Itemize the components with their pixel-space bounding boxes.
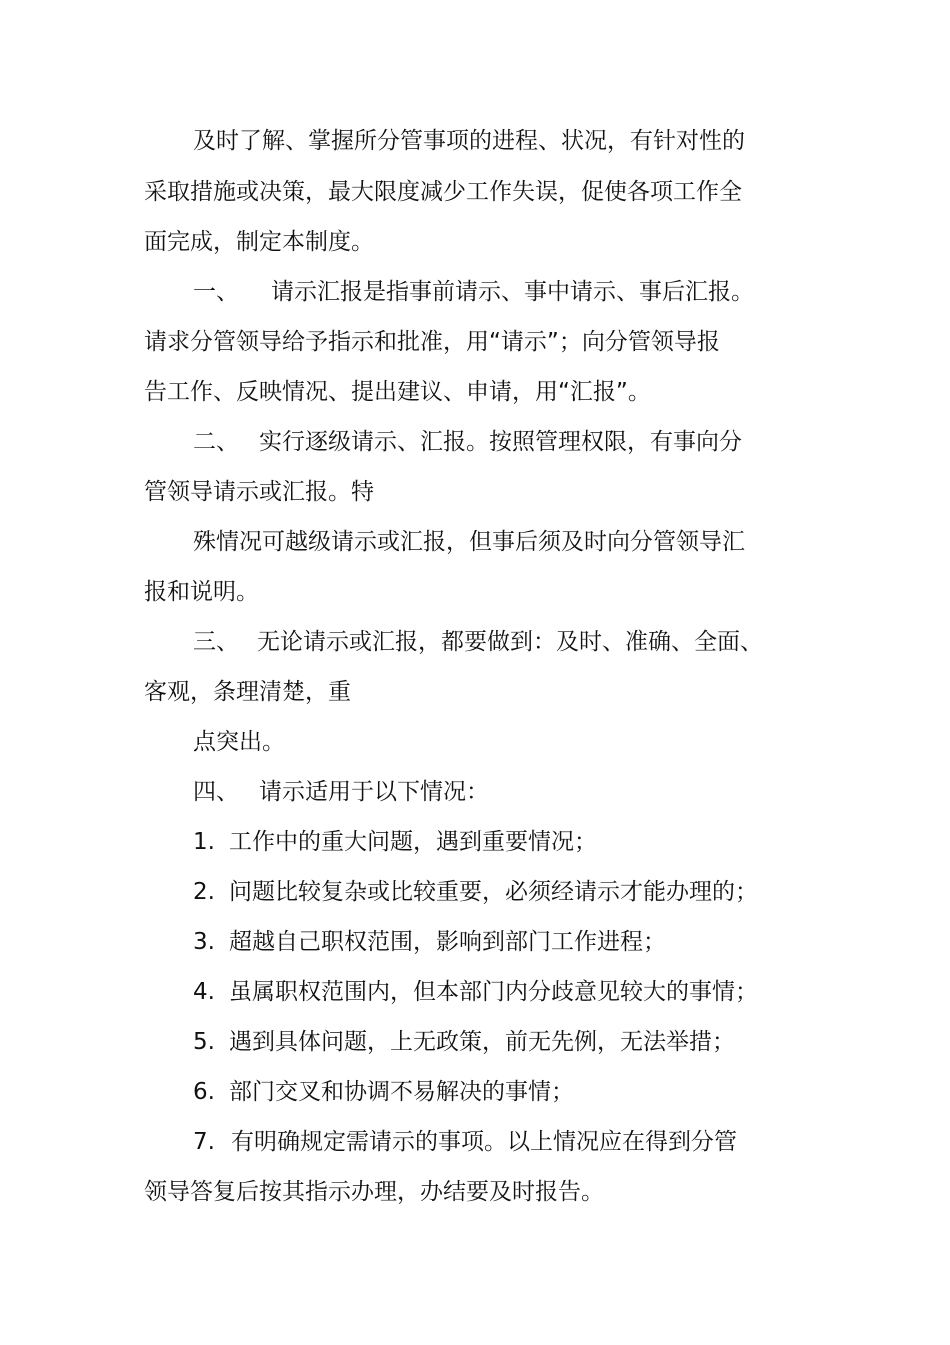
list-item-number: 2. (193, 879, 215, 905)
section-2-text: 实行逐级请示、汇报。按照管理权限，有事向分 (259, 429, 742, 455)
section-2-line-2: 管领导请示或汇报。特 (144, 479, 374, 505)
section-1-heading (193, 278, 754, 306)
list-item (193, 1128, 737, 1156)
closing-line: 领导答复后按其指示办理，办结要及时报告。 (144, 1179, 604, 1205)
list-item-number: 3. (193, 929, 215, 955)
list-item-number: 4. (193, 979, 215, 1005)
list-item-text: 超越自己职权范围，影响到部门工作进程； (228, 929, 666, 955)
section-1-line-2: 请求分管领导给予指示和批准，用“请示”；向分管领导报 (144, 329, 720, 355)
section-3-line-3: 点突出。 (193, 729, 285, 755)
list-item-text: 问题比较复杂或比较重要，必须经请示才能办理的； (228, 879, 758, 905)
intro-line-3: 面完成，制定本制度。 (144, 229, 374, 255)
section-1-line-3: 告工作、反映情况、提出建议、申请，用“汇报”。 (144, 379, 651, 405)
intro-line-2: 采取措施或决策，最大限度减少工作失误，促使各项工作全 (144, 179, 742, 205)
section-3-text: 无论请示或汇报，都要做到：及时、准确、全面、 (257, 629, 763, 655)
section-2-line-3: 殊情况可越级请示或汇报，但事后须及时向分管领导汇 (193, 529, 745, 555)
list-item (193, 928, 666, 956)
list-item (193, 828, 597, 856)
section-1-number: 一、 (193, 279, 239, 305)
list-item (193, 1078, 574, 1106)
list-item (193, 878, 758, 906)
list-item-number: 5. (193, 1029, 215, 1055)
section-4-text: 请示适用于以下情况： (259, 779, 489, 805)
list-item-text: 有明确规定需请示的事项。以上情况应在得到分管 (230, 1129, 737, 1155)
section-3-line-2: 客观，条理清楚，重 (144, 679, 351, 705)
list-item-number: 6. (193, 1079, 215, 1105)
intro-line-1: 及时了解、掌握所分管事项的进程、状况，有针对性的 (193, 128, 745, 154)
list-item-number: 1. (193, 829, 215, 855)
list-item (193, 978, 758, 1006)
section-3-number: 三、 (193, 629, 239, 655)
list-item-text: 部门交叉和协调不易解决的事情； (228, 1079, 574, 1105)
list-item-text: 遇到具体问题，上无政策，前无先例，无法举措； (228, 1029, 735, 1055)
section-2-number: 二、 (193, 429, 239, 455)
list-item-text: 虽属职权范围内，但本部门内分歧意见较大的事情； (228, 979, 758, 1005)
section-2-heading (193, 428, 742, 456)
list-item (193, 1028, 735, 1056)
list-item-number: 7. (193, 1129, 215, 1155)
section-1-text: 请示汇报是指事前请示、事中请示、事后汇报。 (271, 279, 754, 305)
section-2-line-4: 报和说明。 (144, 579, 259, 605)
section-3-heading (193, 628, 763, 656)
section-4-heading (193, 778, 489, 806)
list-item-text: 工作中的重大问题，遇到重要情况； (228, 829, 597, 855)
section-4-number: 四、 (193, 779, 239, 805)
